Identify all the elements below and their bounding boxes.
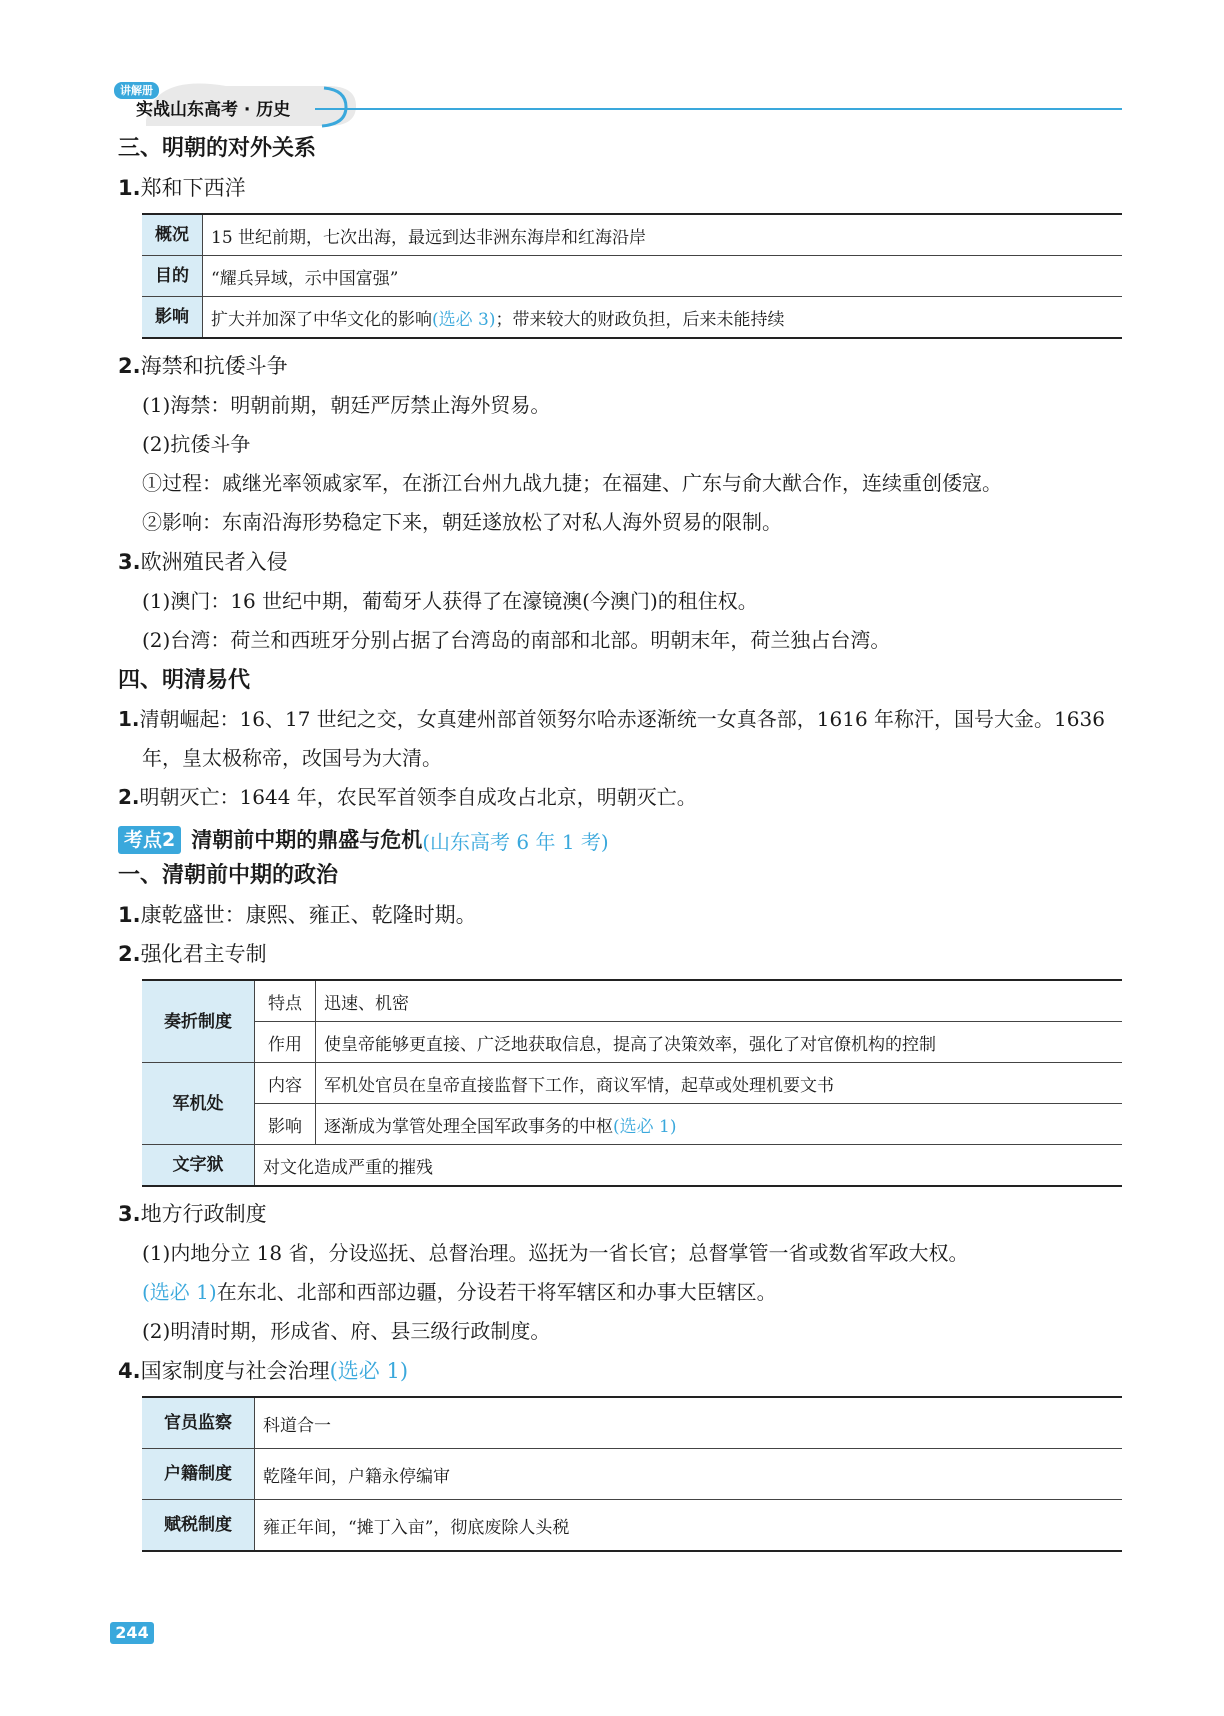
paragraph: (2)明清时期，形成省、府、县三级行政制度。 [142,1319,551,1343]
subsection-heading: 2.强化君主专制 [118,942,267,966]
numbered-item: 2.明朝灭亡：1644 年，农民军首领李自成攻占北京，明朝灭亡。 [118,785,697,809]
subsection-heading: 1.康乾盛世：康熙、雍正、乾隆时期。 [118,903,477,927]
kaodian-note: (山东高考 6 年 1 考) [422,829,609,854]
page-content [118,128,1122,1560]
subsection-heading: 3.欧洲殖民者入侵 [118,550,288,574]
table-row: 概况 15 世纪前期，七次出海，最远到达非洲东海岸和红海沿岸 [142,214,1122,256]
numbered-item: 1.清朝崛起：16、17 世纪之交，女真建州部首领努尔哈赤逐渐统一女真各部，1616 年称汗，国号大金。1636 年，皇太极称帝，改国号为大清。 [118,707,1105,770]
page-number: 244 [110,1622,154,1644]
paragraph: ②影响：东南沿海形势稳定下来，朝廷遂放松了对私人海外贸易的限制。 [142,510,782,534]
table-row: 文字狱 对文化造成严重的摧残 [142,1145,1122,1187]
paragraph: (2)抗倭斗争 [142,432,251,456]
subsection-heading: 2.海禁和抗倭斗争 [118,354,288,378]
section-title: 三、明朝的对外关系 [118,136,317,161]
kaodian-heading [118,825,1122,855]
table-row: 目的 “耀兵异域，示中国富强” [142,256,1122,297]
table-row: 作用 使皇帝能够更直接、广泛地获取信息，提高了决策效率，强化了对官僚机构的控制 [142,1022,1122,1063]
autocracy-table [142,979,1122,1187]
subsection-heading: 3.地方行政制度 [118,1202,267,1226]
table-row: 官员监察 科道合一 [142,1397,1122,1449]
table-row: 赋税制度 雍正年间，“摊丁入亩”，彻底废除人头税 [142,1500,1122,1552]
table-row: 军机处 内容 军机处官员在皇帝直接监督下工作，商议军情，起草或处理机要文书 [142,1063,1122,1104]
paragraph: (1)内地分立 18 省，分设巡抚、总督治理。巡抚为一省长官；总督掌管一省或数省军政大权。 [142,1241,969,1265]
zhenghe-table [142,213,1122,339]
kaodian-badge: 考点2 [118,826,181,854]
section-title: 四、明清易代 [118,668,251,693]
page-header [110,80,1122,130]
subsection-heading: 4.国家制度与社会治理(选必 1) [118,1359,409,1383]
paragraph: (1)澳门：16 世纪中期，葡萄牙人获得了在濠镜澳(今澳门)的租住权。 [142,589,758,613]
paragraph: ①过程：戚继光率领戚家军，在浙江台州九战九捷；在福建、广东与俞大猷合作，连续重创倭寇。 [142,471,1002,495]
table-row: 户籍制度 乾隆年间，户籍永停编审 [142,1449,1122,1500]
paragraph: (2)台湾：荷兰和西班牙分别占据了台湾岛的南部和北部。明朝末年，荷兰独占台湾。 [142,628,891,652]
header-title: 实战山东高考 · 历史 [136,100,291,120]
table-row: 影响 扩大并加深了中华文化的影响(选必 3)；带来较大的财政负担，后来未能持续 [142,297,1122,339]
section-title: 一、清朝前中期的政治 [118,863,339,888]
paragraph: (1)海禁：明朝前期，朝廷严厉禁止海外贸易。 [142,393,551,417]
paragraph: (选必 1)在东北、北部和西部边疆，分设若干将军辖区和办事大臣辖区。 [142,1280,777,1304]
subsection-heading: 1.郑和下西洋 [118,176,246,200]
table-row: 奏折制度 特点 迅速、机密 [142,980,1122,1022]
table-row: 影响 逐渐成为掌管处理全国军政事务的中枢(选必 1) [142,1104,1122,1145]
governance-table [142,1396,1122,1552]
header-rule [315,108,1122,110]
header-badge: 讲解册 [114,82,159,99]
kaodian-title: 清朝前中期的鼎盛与危机 [191,828,423,852]
